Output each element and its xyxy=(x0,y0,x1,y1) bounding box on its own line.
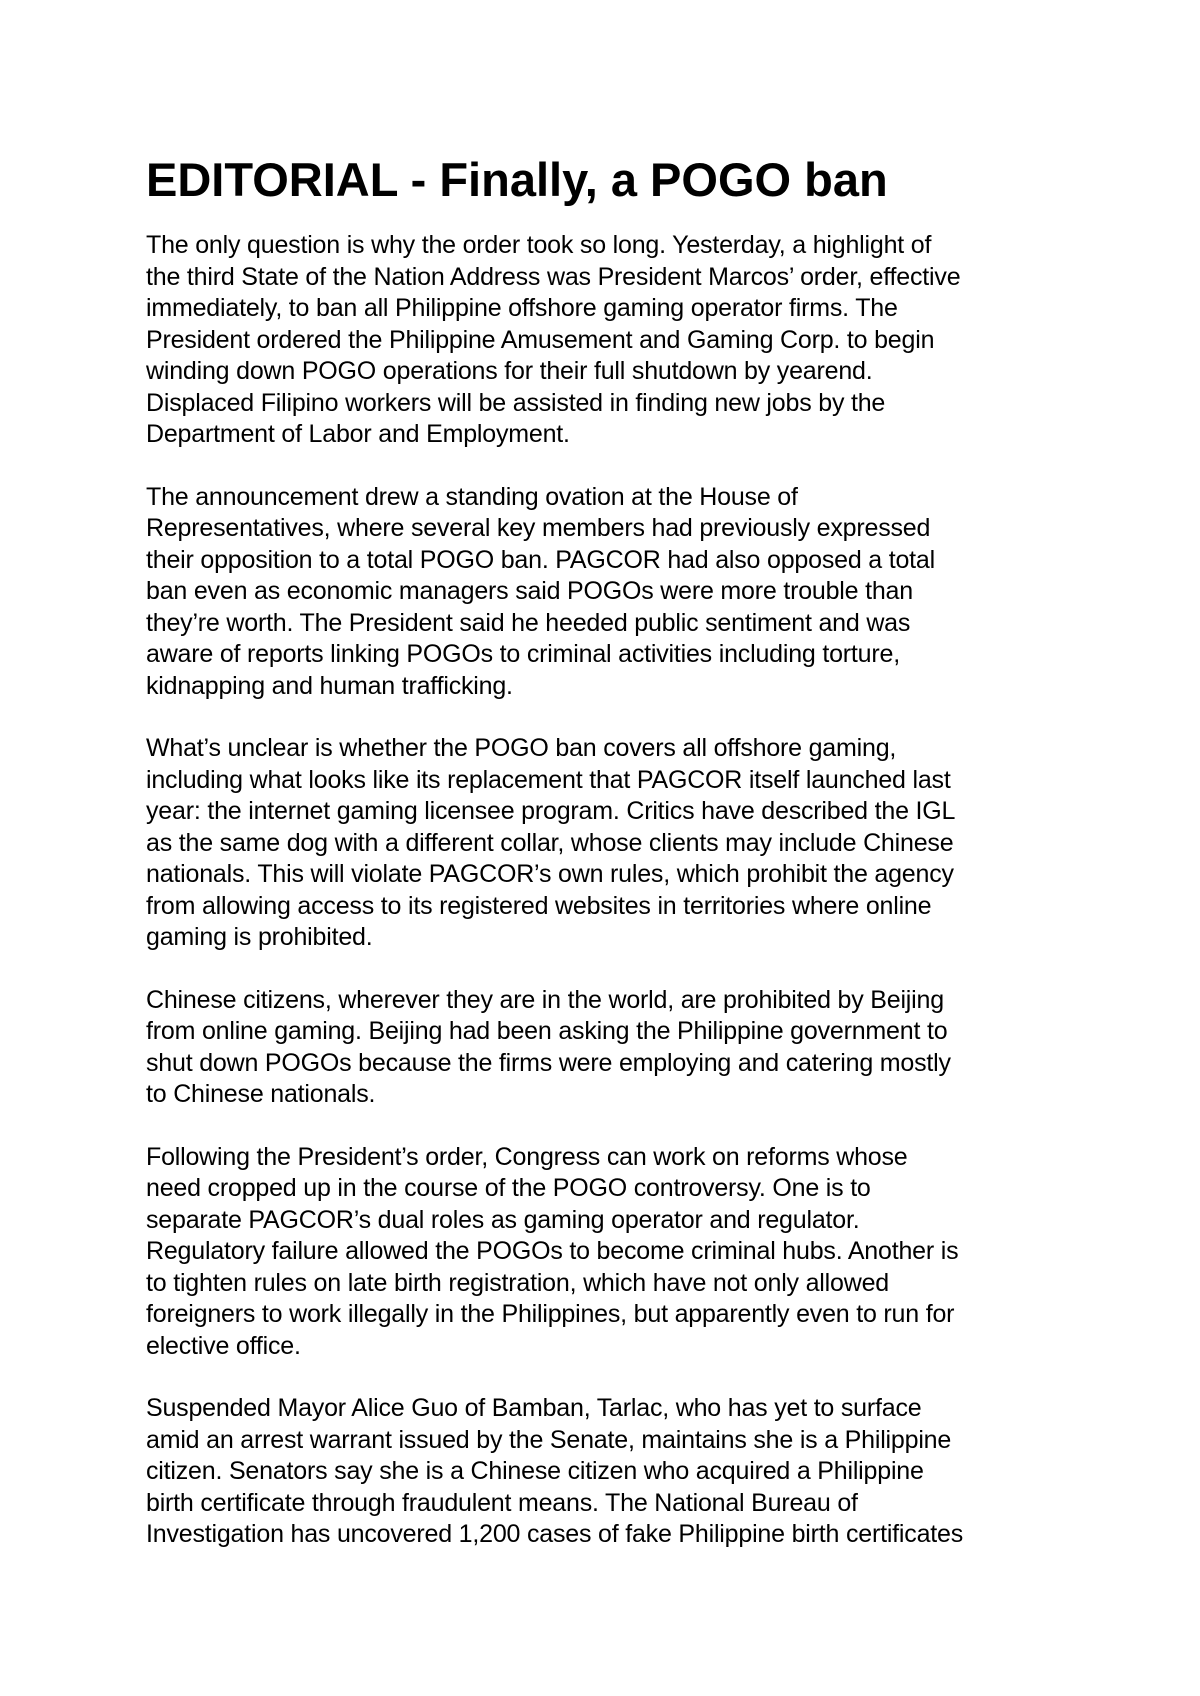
paragraph-line: nationals. This will violate PAGCOR’s own rules, which prohibit the agency xyxy=(146,860,954,888)
paragraph-line: winding down POGO operations for their full shutdown by yearend. xyxy=(146,357,873,385)
paragraph xyxy=(146,1393,1086,1551)
paragraph-line: gaming is prohibited. xyxy=(146,923,373,951)
article-text xyxy=(146,230,1086,1551)
paragraph-line: aware of reports linking POGOs to criminal activities including torture, xyxy=(146,640,900,668)
paragraph-line: separate PAGCOR’s dual roles as gaming operator and regulator. xyxy=(146,1205,860,1234)
paragraph-line: Suspended Mayor Alice Guo of Bamban, Tarlac, who has yet to surface xyxy=(146,1394,922,1422)
paragraph-line: as the same dog with a different collar, whose clients may include Chinese xyxy=(146,828,954,857)
page-title: EDITORIAL - Finally, a POGO ban xyxy=(146,153,888,206)
paragraph-line: to Chinese nationals. xyxy=(146,1080,376,1108)
paragraph-line: Following the President’s order, Congress can work on reforms whose xyxy=(146,1142,908,1171)
paragraph xyxy=(146,733,1086,954)
paragraph xyxy=(146,230,1086,451)
paragraph-line: Chinese citizens, wherever they are in the world, are prohibited by Beijing xyxy=(146,985,944,1014)
paragraph xyxy=(146,482,1086,703)
paragraph-line: birth certificate through fraudulent means. The National Bureau of xyxy=(146,1488,858,1517)
paragraph-line: need cropped up in the course of the POGO controversy. One is to xyxy=(146,1174,871,1202)
paragraph-line: immediately, to ban all Philippine offshore gaming operator firms. The xyxy=(146,294,898,322)
paragraph-line: elective office. xyxy=(146,1331,301,1360)
paragraph-line: year: the internet gaming licensee program. Critics have described the IGL xyxy=(146,797,956,825)
paragraph xyxy=(146,1142,1086,1363)
paragraph-line: Regulatory failure allowed the POGOs to become criminal hubs. Another is xyxy=(146,1237,959,1265)
paragraph-line: to tighten rules on late birth registration, which have not only allowed xyxy=(146,1268,889,1297)
paragraph-line: foreigners to work illegally in the Philippines, but apparently even to run for xyxy=(146,1300,955,1328)
paragraph-line: What’s unclear is whether the POGO ban covers all offshore gaming, xyxy=(146,734,897,762)
paragraph-line: their opposition to a total POGO ban. PAGCOR had also opposed a total xyxy=(146,545,935,574)
paragraph-line: Investigation has uncovered 1,200 cases of fake Philippine birth certificates xyxy=(146,1520,964,1548)
paragraph-line: shut down POGOs because the firms were employing and catering mostly xyxy=(146,1048,951,1077)
paragraph-line: the third State of the Nation Address was President Marcos’ order, effective xyxy=(146,262,961,291)
paragraph-line: they’re worth. The President said he heeded public sentiment and was xyxy=(146,608,911,637)
paragraph-line: ban even as economic managers said POGOs were more trouble than xyxy=(146,577,913,605)
document-body xyxy=(146,152,1086,1582)
paragraph-line: from allowing access to its registered websites in territories where online xyxy=(146,891,932,920)
paragraph-line: Department of Labor and Employment. xyxy=(146,420,570,448)
paragraph-line: amid an arrest warrant issued by the Senate, maintains she is a Philippine xyxy=(146,1425,952,1454)
paragraph-line: President ordered the Philippine Amusement and Gaming Corp. to begin xyxy=(146,325,935,354)
paragraph-line: including what looks like its replacement that PAGCOR itself launched last xyxy=(146,765,951,794)
paragraph-line: citizen. Senators say she is a Chinese citizen who acquired a Philippine xyxy=(146,1457,924,1485)
paragraph-line: Representatives, where several key members had previously expressed xyxy=(146,514,931,542)
paragraph-line: The announcement drew a standing ovation at the House of xyxy=(146,482,798,511)
paragraph-line: Displaced Filipino workers will be assisted in finding new jobs by the xyxy=(146,388,886,417)
paragraph-line: from online gaming. Beijing had been asking the Philippine government to xyxy=(146,1017,948,1045)
paragraph-line: The only question is why the order took so long. Yesterday, a highlight of xyxy=(146,231,932,259)
paragraph-line: kidnapping and human trafficking. xyxy=(146,671,513,700)
paragraph xyxy=(146,985,1086,1111)
